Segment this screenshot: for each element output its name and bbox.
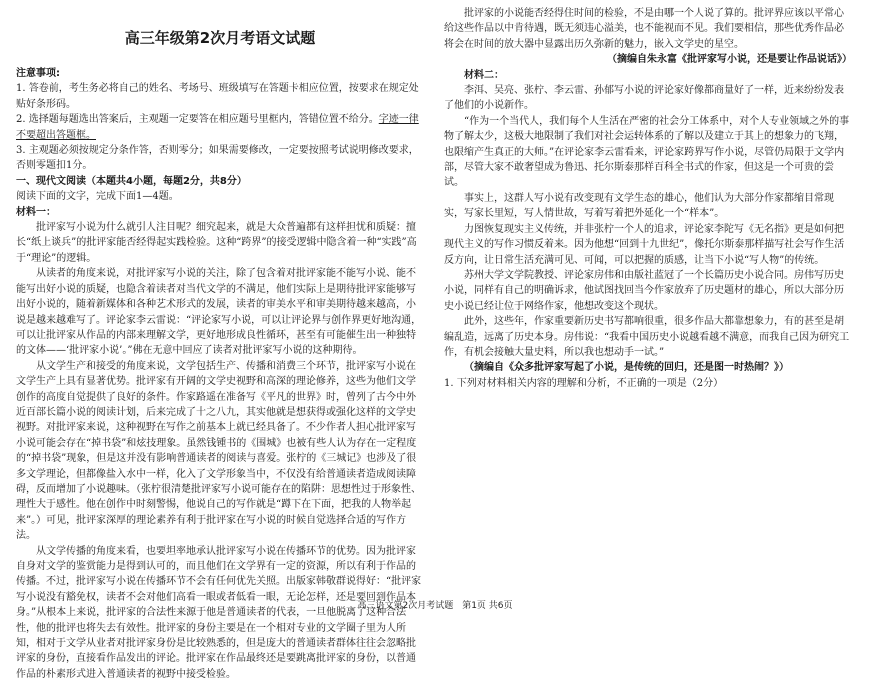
material-1-paragraph-2: 从读者的角度来说，对批评家写小说的关注，除了包含着对批评家能不能写小说、能不能写出好小说的质疑，也隐含着读者对当代文学的不满足，他们实际上是期待批评家能够写出好小说的，随着新媒体和各种艺术形式的发展，读者的审美水平和审美期待越来越高，小说是越来越难写了。评论家李云雷说：“评论家写小说，可以让评论界与创作界更好地沟通，可以让批评家从作品的内部来理解文学，更好地形成良性循环，甚至有可能催生出一种独特的文体——‘批评家小说’。”佛在无意中回应了读者对批评家写小说的这种期待。 — [16, 268, 422, 357]
page-footer: 高三语文第2次月考试题 第1页 共6页 — [357, 601, 513, 611]
material-1-paragraph-4: 从文学传播的角度来看，也要坦率地承认批评家写小说在传播环节的优势。因为批评家自身对文学的鉴赏能力是得到认可的，而且他们在文学界有一定的资源，所以有利于作品的传播。不过，批评家写小说在传播环节不会有任何优先关照。出版家韩敬群说得好：“批评家写小说没有豁免权，读者不会对他们高看一眼或者低看一眼，无论怎样，还是要回到作品本身。”从根本上来说，批评家的合法性来源于他是普通读者的代表，一旦他脱离了这种合法性，他的批评也将失去有效性。批评家的身份主要是在一个相对专业的文学圈子里为人所知，相对于文学从业者对批评家身份是比较熟悉的，但是庞大的普通读者群体往往会忽略批评家的身份，直接看作品发出的评论。批评家在作品最终还是要跳离批评家的身份，以普通作品的朴素形式进入普通读者的视野中接受检验。 — [16, 545, 422, 680]
notice-heading: 注意事项: — [16, 68, 60, 79]
material-1-paragraph-5: 批评家的小说能否经得住时间的检验，不是由哪一个人说了算的。批评界应该以平常心给这些作品以中肯待遇，既无须违心溢美，也不能视而不见。我们要相信，那些优秀作品必将会在时间的放大器中显露出历久弥新的魅力，嵌入文学史的星空。 — [444, 8, 844, 50]
question-1-stem: 1. 下列对材料相关内容的理解和分析，不正确的一项是（2分） — [444, 377, 724, 389]
material-1-paragraph-3: 从文学生产和接受的角度来说，文学包括生产、传播和消费三个环节，批评家写小说在文学生产上具有显著优势。批评家有开阔的文学史视野和高深的理论修养，这些为他们文学创作的高度自觉提供了良好的条件。作家路遥在准备写《平凡的世界》时，曾列了古今中外近百部长篇小说的阅读计划，后来完成了十之八九，其实他就是想获得或强化这样的文学史视野。对批评家来说，这种视野在写作之前基本上就已经具备了。不少作者人担心批评家写小说可能会存在“掉书袋”和炫技理象。虽然钱锺书的《围城》也被有些人认为存在一定程度的“掉书袋”现象，但是这并没有影响普通读者的阅读与喜爱。张柠的《三城记》也涉及了很多文学理论，但都像盐入水中一样，化入了文学形象当中，不仅没有给普通读者造成阅读障碍，反而增加了小说趣味。（张柠很清楚批评家写小说可能存在的陷阱：思想性过于形象性、理性大于感性。他在创作中时刻警惕，他说自己的写作就是“蹲下在下面，把我的人物举起来”。）可见，批评家深厚的理论素养有利于批评家在写小说的时候自觉选择合适的写作方法。 — [16, 360, 421, 542]
section-1-instruction: 阅读下面的文字，完成下面1—4题。 — [16, 191, 179, 203]
notice-item-2-text: 2. 选择题每题选出答案后，主观题一定要答在相应题号里框内，答错位置不给分。 — [16, 114, 379, 126]
right-column — [444, 0, 852, 593]
exam-title: 高三年级第2次月考语文试题 — [124, 29, 316, 47]
material-2-paragraph-1: 李洱、吴亮、张柠、李云雷、孙郁写小说的评论家好像都商量好了一样，近来纷纷发表了他们的小说新作。 — [444, 85, 844, 112]
material-2-paragraph-3: 事实上，这群人写小说有改变现有文学生态的雄心，他们认为大部分作家都缩目常现实，写家长里短，写人情世故，写着写着把外延化一个“样本”。 — [444, 192, 834, 220]
notice-item-2-underlined: 字迹一律不要超出答题框。 — [16, 114, 419, 141]
section-1-heading: 一、现代文阅读（本题共4小题，每题2分，共8分） — [16, 175, 247, 187]
notice-item-3: 3. 主观题必须按规定分条作答，否则零分；如果需要修改，一定要按照考试说明修改要求，否则零题扣1分。 — [16, 145, 419, 172]
material-2-paragraph-2: “作为一个当代人，我们每个人生活在严密的社会分工体系中，对个人专业领域之外的事物了解太少，这极大地限制了我们对社会运转体系的了解以及建立于其上的想象力的飞翔，也限缩产生真正的大师。”在评论家李云雷看来，评论家跨界写作小说，尽管仍局限于文学内部，尽管大家不敢奢望成为鲁迅、托尔斯泰那样百科全书式的作家，但这是一个可贵的尝试。 — [444, 115, 850, 189]
notice-item-2 — [16, 112, 424, 143]
material-2-source: （摘编自《众多批评家写起了小说，是传统的回归，还是图一时热闹？》） — [464, 362, 789, 374]
material-2-paragraph-6: 此外，这些年，作家重要新历史书写都响很重，很多作品大都靠想象力，有的甚至是胡编乱造，远离了历史本身。房伟说：“我看中国历史小说越看越不满意，而我自己因为研究工作，有机会接触大量史料，所以我也想动手一试。” — [444, 316, 850, 358]
material-2-paragraph-5: 苏州大学文学院教授、评论家房伟和由版社蓝冠了一个长篇历史小说合同。房伟写历史小说，同样有自己的明确诉求，他试图找回当今作家放弃了历史题材的雄心，所以大部分历史小说已经让位于网络作家，他想改变这个现状。 — [444, 269, 844, 312]
material-2-paragraph-4: 力图恢复现实主义传统，并非张柠一个人的追求，评论家李陀写《无名指》更是如何把现代主义的写作习惯反着来。因为他想“回到十九世纪”，像托尔斯泰那样描写社会写作生活反方向，让日常生活充满可见、可闻，可以把握的质感，让当下小说“写人物”的传统。 — [444, 223, 845, 266]
material-1-source: （摘编自朱永富《批评家写小说，还是要让作品说话》） — [607, 54, 852, 66]
material-1-label: 材料一： — [16, 206, 56, 218]
material-1-paragraph-1: 批评家写小说为什么就引人注目呢？细究起来，就是大众普遍都有这样担忧和质疑：擅长“纸上谈兵”的批评家能否经得起实践检验。这种“跨界”的接受逻辑中隐含着一种“实践”高于“理论”的逻辑。 — [16, 222, 417, 264]
material-2-label: 材料二： — [464, 69, 504, 81]
left-column — [16, 0, 424, 680]
notice-item-1: 1. 答卷前，考生务必将自己的姓名、考场号、班级填写在答题卡相应位置，按要求在规定处贴好条形码。 — [16, 83, 419, 110]
